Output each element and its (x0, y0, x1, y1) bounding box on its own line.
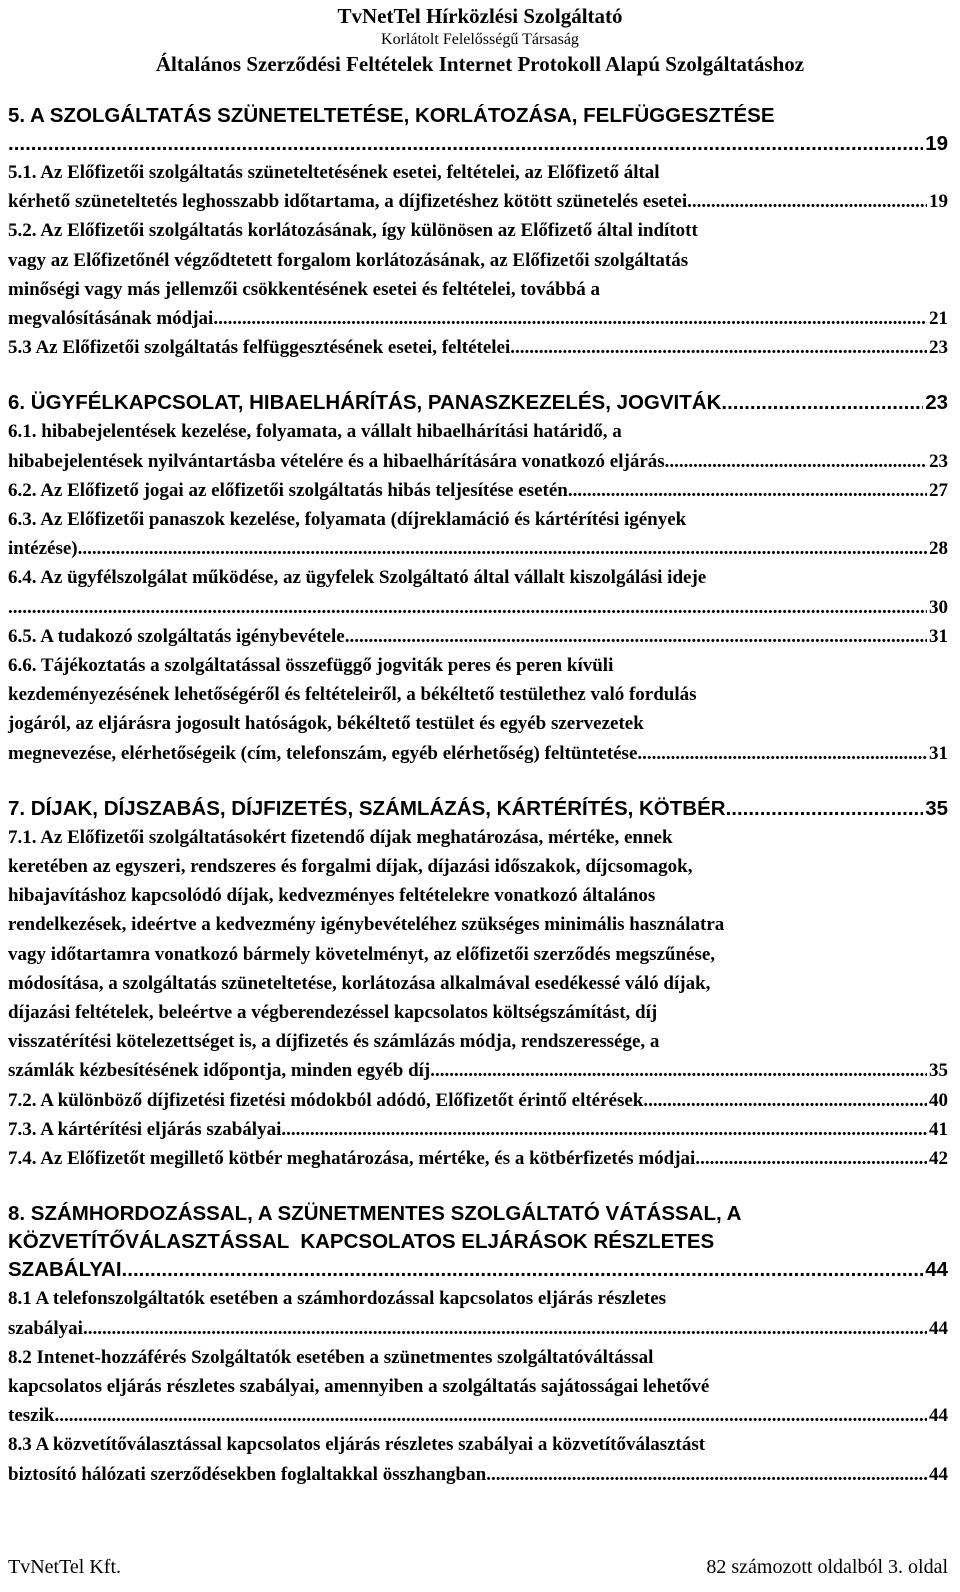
page-number: 27 (929, 479, 948, 501)
table-of-contents (8, 102, 948, 1489)
footer-page-info: 82 számozott oldalból 3. oldal (706, 1556, 948, 1578)
toc-entry-6-3[interactable]: 6.3. Az Előfizetői panaszok kezelése, folyamata (díjreklamáció és kártérítési igények intézése) ..... 28 (8, 505, 948, 563)
page-number: 28 (929, 538, 948, 560)
toc-entry-6-6[interactable]: 6.6. Tájékoztatás a szolgáltatással összefüggő jogviták peres és peren kívüli kezdeményezésének lehetőségéről és feltételeiről, a békéltető testülethez való fordulás jogáról, az eljárásra jogosult hatóságok, békéltető testület és egyéb szervezetek megnevezése, elérhetőségeik (cím, telefonszám, egyéb elérhetőség) feltüntetése ..... 31 (8, 651, 948, 768)
toc-entry-6-1[interactable]: 6.1. hibabejelentések kezelése, folyamata, a vállalt hibaelhárítási határidő, a hibabejelentések nyilvántartásba vételére és a hibaelhárítására vonatkozó eljárás ..... 23 (8, 417, 948, 475)
page-number: 35 (925, 796, 948, 820)
document-title: Általános Szerződési Feltételek Internet Protokoll Alapú Szolgáltatáshoz (155, 52, 805, 76)
page-number: 44 (929, 1463, 948, 1485)
company-form: Korlátolt Felelősségű Társaság (381, 31, 579, 48)
toc-entry-5-3[interactable]: 5.3 Az Előfizetői szolgáltatás felfüggesztésének esetei, feltételei ..... 23 (8, 333, 948, 362)
page-number: 30 (929, 596, 948, 618)
toc-entry-8[interactable]: 8. SZÁMHORDOZÁSSAL, A SZÜNETMENTES SZOLGÁLTATÓ VÁTÁSSAL, A KÖZVETÍTŐVÁLASZTÁSSAL KAPCSOLATOS ELJÁRÁSOK RÉSZLETES SZABÁLYAI ..... 44 (8, 1200, 948, 1284)
footer-company: TvNetTel Kft. (8, 1556, 122, 1578)
page-number: 31 (929, 742, 948, 764)
toc-entry-7-3[interactable]: 7.3. A kártérítési eljárás szabályai ..... 41 (8, 1115, 948, 1144)
toc-entry-5[interactable]: 5. A SZOLGÁLTATÁS SZÜNETELTETÉSE, KORLÁTOZÁSA, FELFÜGGESZTÉSE ..... 19 (8, 102, 948, 158)
page-footer (8, 1556, 948, 1579)
toc-entry-7-2[interactable]: 7.2. A különböző díjfizetési fizetési módokból adódó, Előfizetőt érintő eltérések ..... 40 (8, 1086, 948, 1115)
page-number: 44 (925, 1258, 948, 1282)
page-number: 19 (925, 132, 948, 155)
page-number: 23 (929, 337, 948, 359)
toc-entry-6-5[interactable]: 6.5. A tudakozó szolgáltatás igénybevétele ..... 31 (8, 622, 948, 651)
page-number: 44 (929, 1317, 948, 1339)
page-number: 19 (929, 191, 948, 213)
page-number: 31 (929, 625, 948, 647)
toc-entry-8-3[interactable]: 8.3 A közvetítőválasztással kapcsolatos eljárás részletes szabályai a közvetítőválasztást biztosító hálózati szerződésekben foglaltakkal összhangban ..... 44 (8, 1430, 948, 1488)
page-number: 41 (929, 1118, 948, 1140)
toc-entry-6[interactable]: 6. ÜGYFÉLKAPCSOLAT, HIBAELHÁRÍTÁS, PANASZKEZELÉS, JOGVITÁK ..... 23 (8, 389, 948, 417)
page-number: 44 (929, 1405, 948, 1427)
toc-entry-6-4[interactable]: 6.4. Az ügyfélszolgálat működése, az ügyfelek Szolgáltató által vállalt kiszolgálási ideje ..... 30 (8, 563, 948, 621)
toc-entry-5-2[interactable]: 5.2. Az Előfizetői szolgáltatás korlátozásának, így különösen az Előfizető által indított vagy az Előfizetőnél végződtetett forgalom korlátozásának, az Előfizetői szolgáltatás minőségi vagy más jellemzői csökkentésének esetei és feltételei, továbbá a megvalósításának módjai ..... 21 (8, 216, 948, 333)
toc-entry-7[interactable]: 7. DÍJAK, DÍJSZABÁS, DÍJFIZETÉS, SZÁMLÁZÁS, KÁRTÉRÍTÉS, KÖTBÉR ..... 35 (8, 795, 948, 823)
page-number: 23 (929, 450, 948, 472)
toc-entry-5-1[interactable]: 5.1. Az Előfizetői szolgáltatás szüneteltetésének esetei, feltételei, az Előfizető által kérhető szüneteltetés leghosszabb időtartama, a díjfizetéshez kötött szünetelés esetei ..... 19 (8, 158, 948, 216)
toc-entry-8-1[interactable]: 8.1 A telefonszolgáltatók esetében a számhordozással kapcsolatos eljárás részletes szabályai ..... 44 (8, 1284, 948, 1342)
page-number: 42 (929, 1148, 948, 1170)
page-number: 23 (925, 391, 948, 415)
toc-entry-6-2[interactable]: 6.2. Az Előfizető jogai az előfizetői szolgáltatás hibás teljesítése esetén ..... 27 (8, 476, 948, 505)
page-number: 35 (929, 1060, 948, 1082)
toc-entry-7-4[interactable]: 7.4. Az Előfizetőt megillető kötbér meghatározása, mértéke, és a kötbérfizetés módjai ..... 42 (8, 1144, 948, 1173)
toc-entry-8-2[interactable]: 8.2 Intenet-hozzáférés Szolgáltatók esetében a szünetmentes szolgáltatóváltással kapcsolatos eljárás részletes szabályai, amennyiben a szolgáltatás sajátosságai lehetővé teszik ..... 44 (8, 1343, 948, 1431)
page-number: 40 (929, 1089, 948, 1111)
toc-entry-7-1[interactable]: 7.1. Az Előfizetői szolgáltatásokért fizetendő díjak meghatározása, mértéke, ennek keretében az egyszeri, rendszeres és forgalmi díjak, díjazási időszakok, díjcsomagok, hibajavításhoz kapcsolódó díjak, kedvezményes feltételekre vonatkozó általános rendelkezések, ideértve a kedvezmény igénybevételéhez szükséges minimális használatra vagy időtartamra vonatkozó bármely követelményt, az előfizetői szerződés megszűnése, módosítása, a szolgáltatás szüneteltetése, korlátozása alkalmával esedékessé váló díjak, díjazási feltételek, beleértve a végberendezéssel kapcsolatos költségszámítást, díj visszatérítési kötelezettséget is, a díjfizetés és számlázás módja, rendszeressége, a számlák kézbesítésének időpontja, minden egyéb díj ..... 35 (8, 823, 948, 1086)
company-name: TvNetTel Hírközlési Szolgáltató (337, 4, 623, 28)
page-number: 21 (929, 308, 948, 330)
